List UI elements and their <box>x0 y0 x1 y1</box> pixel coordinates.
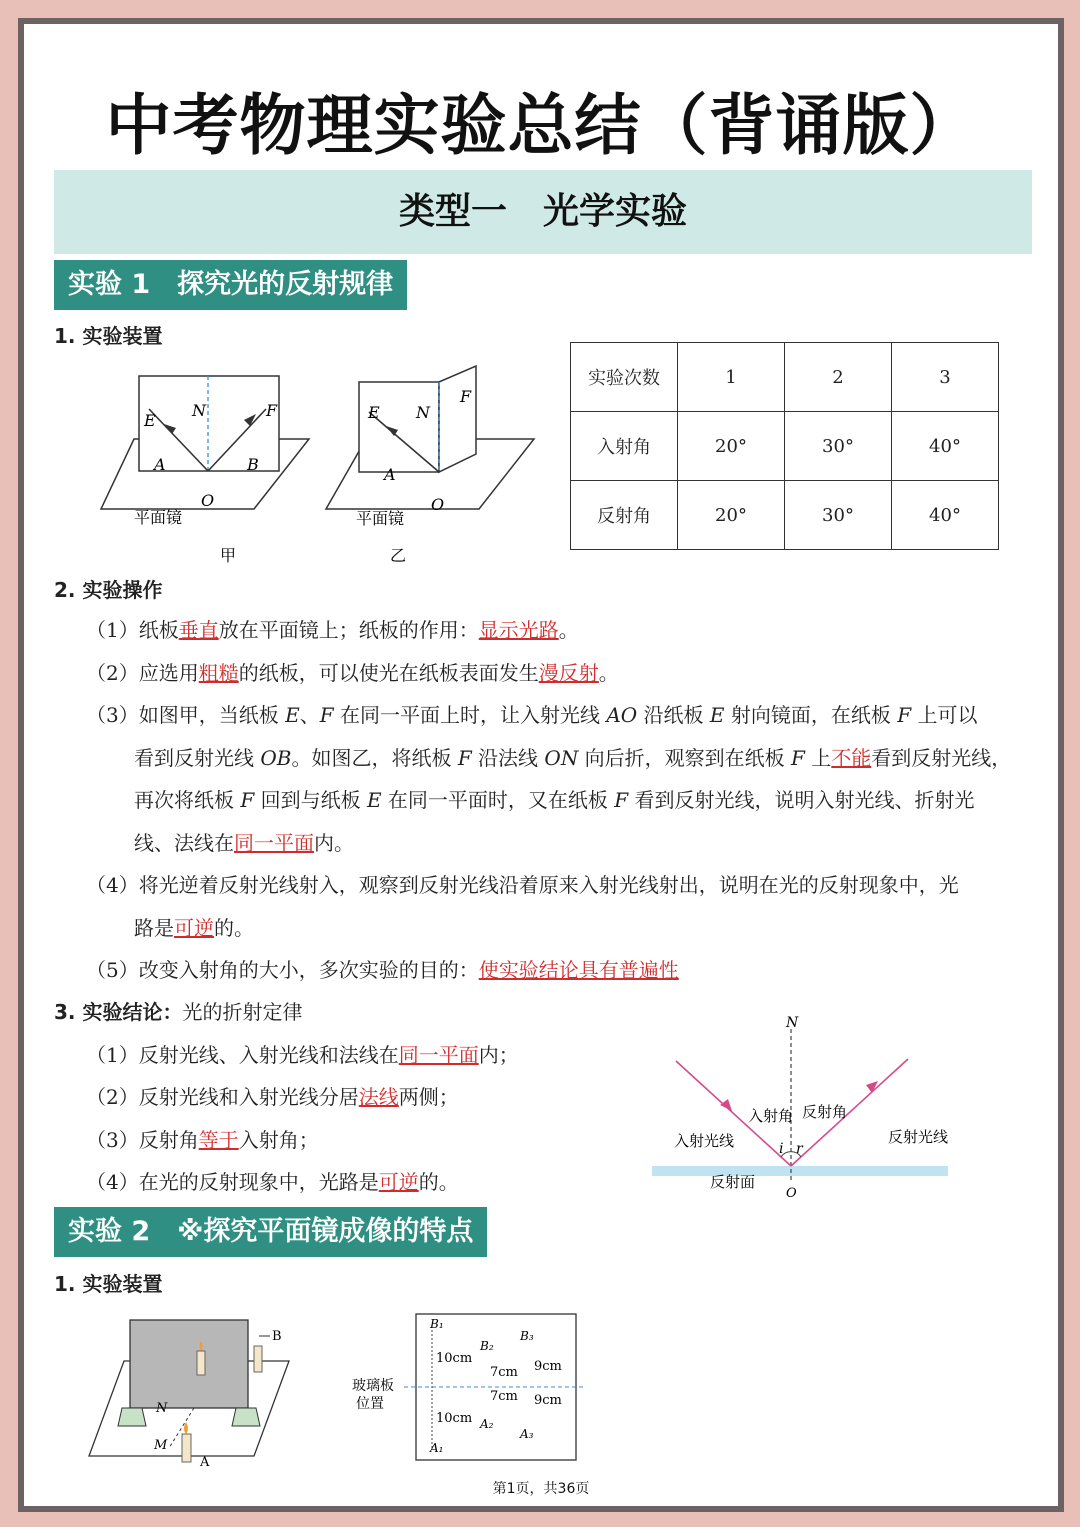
type-heading: 类型一 光学实验 <box>54 170 1032 254</box>
label-9cm: 9cm <box>534 1359 562 1374</box>
answer-text: 同一平面 <box>398 1043 479 1067</box>
caption-jia: 甲 <box>220 546 237 565</box>
label-B: B <box>272 1329 282 1344</box>
label-10cm: 10cm <box>436 1351 473 1366</box>
table-cell: 入射角 <box>571 412 678 481</box>
text: （3）反射角 <box>86 1128 199 1152</box>
conclusion-2 <box>86 1082 459 1112</box>
text: 线、法线在 <box>134 831 234 855</box>
label-reflection-angle: 反射角 <box>802 1103 848 1121</box>
table-cell: 实验次数 <box>571 343 678 412</box>
label-A2: A₂ <box>480 1417 494 1431</box>
text: 的。 <box>214 916 254 940</box>
label-E: E <box>144 411 156 430</box>
symbol: E <box>709 703 725 727</box>
symbol: F <box>457 746 472 770</box>
symbol: F <box>240 788 255 812</box>
table-cell: 反射角 <box>571 481 678 550</box>
label-A3: A₃ <box>520 1427 534 1441</box>
label-mirror: 平面镜 <box>134 508 183 527</box>
exp1-section1-title: 1. 实验装置 <box>54 324 163 348</box>
caption-yi: 乙 <box>390 546 407 565</box>
symbol: F <box>897 703 912 727</box>
operation-4-line-2 <box>134 913 254 943</box>
text: 射向镜面，在纸板 <box>724 703 898 727</box>
reflection-apparatus-figure <box>94 354 544 565</box>
conclusion-3 <box>86 1125 319 1155</box>
operation-3-line-4 <box>134 828 354 858</box>
label-O: O <box>201 491 215 510</box>
text: （2）应选用 <box>86 661 199 685</box>
table-cell: 40° <box>892 481 999 550</box>
board-E-yi <box>359 382 439 472</box>
label-10cm: 10cm <box>436 1411 473 1426</box>
label-mirror: 平面镜 <box>356 509 405 528</box>
answer-text: 不能 <box>831 746 872 770</box>
label-A1: A₁ <box>430 1441 444 1455</box>
page-number: 第1页，共36页 <box>492 1481 590 1497</box>
label-9cm: 9cm <box>534 1393 562 1408</box>
label-B3: B₃ <box>520 1329 534 1343</box>
label-incident-angle: 入射角 <box>748 1107 794 1125</box>
exp2-section1-title: 1. 实验装置 <box>54 1272 163 1296</box>
text: 看到反射光线 <box>134 746 261 770</box>
plane-mirror-apparatus-figure <box>84 1306 294 1470</box>
label-E: E <box>368 403 380 422</box>
operation-2 <box>86 658 619 688</box>
text: 沿纸板 <box>637 703 710 727</box>
exp1-section3 <box>54 997 302 1027</box>
label-glass: 玻璃板 <box>352 1378 394 1394</box>
reflecting-surface <box>652 1166 948 1176</box>
table-cell: 3 <box>892 343 999 412</box>
answer-text: 等于 <box>198 1128 239 1152</box>
text: （2）反射光线和入射光线分居 <box>86 1085 359 1109</box>
text: 路是 <box>134 916 174 940</box>
operation-5 <box>86 955 679 985</box>
text: 沿法线 <box>471 746 545 770</box>
text: 在同一平面时，又在纸板 <box>381 788 615 812</box>
text: 内； <box>478 1043 519 1067</box>
table-row <box>571 343 999 412</box>
text: 回到与纸板 <box>254 788 367 812</box>
label-7cm: 7cm <box>490 1365 518 1380</box>
label-N: N <box>156 1401 168 1416</box>
label-B: B <box>247 455 259 474</box>
symbol: E <box>285 703 300 727</box>
label-7cm: 7cm <box>490 1389 518 1404</box>
label-incident-ray: 入射光线 <box>674 1132 735 1150</box>
operation-3-line-3 <box>134 785 975 815</box>
text: 看到反射光线，说明入射光线、折射光 <box>628 788 975 812</box>
answer-text: 显示光路 <box>478 618 559 642</box>
exp2-heading: 实验 2 ※探究平面镜成像的特点 <box>54 1207 487 1257</box>
text: 、 <box>299 703 320 727</box>
glass-plate <box>130 1320 248 1408</box>
label-surface: 反射面 <box>710 1173 756 1191</box>
label-O: O <box>786 1186 797 1201</box>
reflection-law-figure <box>646 1009 956 1199</box>
page-frame <box>18 18 1064 1512</box>
label-N: N <box>416 403 430 422</box>
text: （1）纸板 <box>86 618 179 642</box>
table-cell: 1 <box>678 343 785 412</box>
symbol: F <box>791 746 805 770</box>
exp1-section2-title: 2. 实验操作 <box>54 578 163 602</box>
symbol: F <box>614 788 629 812</box>
conclusion-4 <box>86 1167 459 1197</box>
text: （3）如图甲，当纸板 <box>86 703 286 727</box>
answer-text: 粗糙 <box>198 661 239 685</box>
table-cell: 30° <box>785 412 892 481</box>
exp1-heading: 实验 1 探究光的反射规律 <box>54 260 407 310</box>
text: 向后折，观察到在纸板 <box>578 746 792 770</box>
label-B1: B₁ <box>430 1317 444 1331</box>
label-A: A <box>384 465 396 484</box>
answer-text: 可逆 <box>378 1170 419 1194</box>
text: （4）在光的反射现象中，光路是 <box>86 1170 379 1194</box>
label-r: r <box>796 1141 803 1157</box>
table-row <box>571 412 999 481</box>
candle-image <box>197 1351 205 1375</box>
arrow-icon <box>720 1099 732 1111</box>
table-cell: 30° <box>785 481 892 550</box>
conclusion-1 <box>86 1040 519 1070</box>
board-F-yi <box>439 366 476 472</box>
text: 。 <box>558 618 579 642</box>
text: 的。 <box>418 1170 459 1194</box>
label-O: O <box>431 495 445 514</box>
label-A: A <box>154 455 166 474</box>
text: 再次将纸板 <box>134 788 241 812</box>
operation-1 <box>86 615 579 645</box>
document-page <box>24 24 1058 1506</box>
label-M: M <box>154 1438 168 1453</box>
table-cell: 20° <box>678 481 785 550</box>
answer-text: 法线 <box>358 1085 399 1109</box>
table-row <box>571 481 999 550</box>
text: 入射角； <box>238 1128 319 1152</box>
text: 上 <box>804 746 832 770</box>
symbol: OB <box>260 746 292 770</box>
symbol: E <box>366 788 382 812</box>
label-F: F <box>266 401 278 420</box>
symbol: F <box>319 703 334 727</box>
label-N: N <box>192 401 206 420</box>
section-title: 3. 实验结论： <box>54 1000 183 1024</box>
answer-text: 垂直 <box>178 618 219 642</box>
label-position: 位置 <box>356 1396 384 1412</box>
candle-A <box>182 1434 191 1462</box>
image-distance-figure <box>344 1312 584 1464</box>
answer-text: 同一平面 <box>234 831 314 855</box>
text: （5）改变入射角的大小，多次实验的目的： <box>86 958 479 982</box>
text: 看到反射光线， <box>871 746 1012 770</box>
text: 光的折射定律 <box>182 1000 303 1024</box>
plate-stand-left <box>118 1408 146 1426</box>
operation-4-line-1: （4）将光逆着反射光线射入，观察到反射光线沿着原来入射光线射出，说明在光的反射现象中，光 <box>86 873 959 897</box>
table-cell: 20° <box>678 412 785 481</box>
text: 在同一平面上时，让入射光线 <box>333 703 607 727</box>
answer-text: 使实验结论具有普遍性 <box>478 958 679 982</box>
page-title: 中考物理实验总结（背诵版） <box>105 87 977 164</box>
operation-3-line-1 <box>86 700 977 730</box>
candle-B <box>254 1346 262 1372</box>
text: 两侧； <box>398 1085 459 1109</box>
plate-stand-right <box>232 1408 260 1426</box>
label-N: N <box>786 1015 799 1031</box>
text: 。 <box>598 661 619 685</box>
symbol: ON <box>544 746 579 770</box>
text: 上可以 <box>911 703 978 727</box>
label-B2: B₂ <box>480 1339 494 1353</box>
text: 。如图乙，将纸板 <box>291 746 458 770</box>
symbol: AO <box>606 703 638 727</box>
table-cell: 40° <box>892 412 999 481</box>
label-A: A <box>200 1455 210 1470</box>
answer-text: 可逆 <box>174 916 214 940</box>
label-reflected-ray: 反射光线 <box>888 1128 949 1146</box>
label-i: i <box>779 1141 784 1157</box>
label-F: F <box>460 387 472 406</box>
text: （1）反射光线、入射光线和法线在 <box>86 1043 399 1067</box>
table-cell: 2 <box>785 343 892 412</box>
angle-data-table <box>570 342 999 550</box>
text: 内。 <box>314 831 354 855</box>
text: 放在平面镜上；纸板的作用： <box>218 618 479 642</box>
operation-3-line-2 <box>134 743 1011 773</box>
text: 的纸板，可以使光在纸板表面发生 <box>238 661 539 685</box>
answer-text: 漫反射 <box>538 661 599 685</box>
